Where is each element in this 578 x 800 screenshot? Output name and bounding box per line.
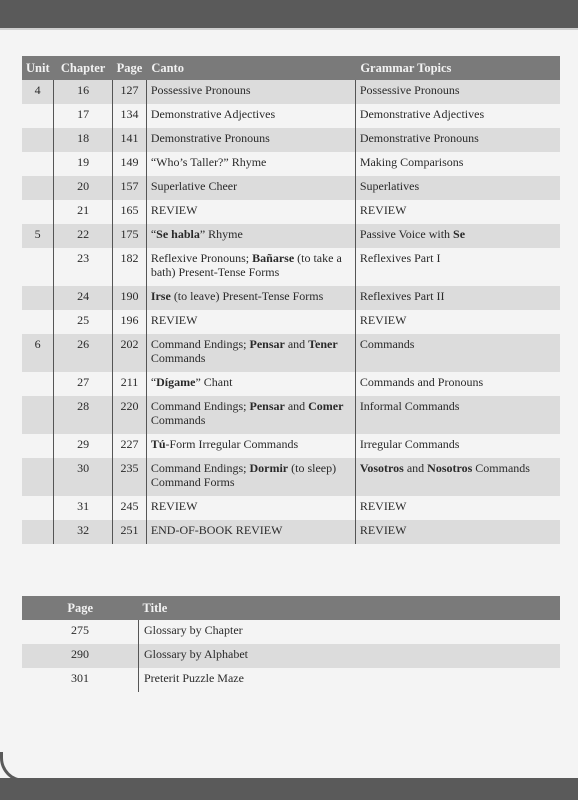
appendix-header-title: Title — [139, 596, 561, 620]
contents-row — [22, 434, 560, 458]
appendix-title-cell: Preterit Puzzle Maze — [139, 668, 561, 692]
grammar-topic-cell: Passive Voice with Se — [355, 224, 560, 248]
chapter-cell: 30 — [54, 458, 113, 496]
contents-body — [22, 80, 560, 544]
top-divider — [0, 28, 578, 30]
canto-cell: Command Endings; Pensar and Tener Commands — [146, 334, 355, 372]
grammar-topic-cell: Irregular Commands — [355, 434, 560, 458]
grammar-topic-cell: Commands — [355, 334, 560, 372]
canto-cell: REVIEW — [146, 310, 355, 334]
header-canto: Canto — [146, 56, 355, 80]
appendix-page-cell: 301 — [22, 668, 139, 692]
canto-cell: Irse (to leave) Present-Tense Forms — [146, 286, 355, 310]
contents-row — [22, 396, 560, 434]
grammar-topic-cell: Possessive Pronouns — [355, 80, 560, 104]
page-cell: 134 — [113, 104, 147, 128]
unit-cell — [22, 520, 54, 544]
canto-cell: Reflexive Pronouns; Bañarse (to take a bath) Present-Tense Forms — [146, 248, 355, 286]
unit-cell — [22, 372, 54, 396]
grammar-topic-cell: Informal Commands — [355, 396, 560, 434]
page-cell: 149 — [113, 152, 147, 176]
page-cell: 190 — [113, 286, 147, 310]
appendix-body — [22, 620, 560, 692]
page-cell: 141 — [113, 128, 147, 152]
unit-cell: 5 — [22, 224, 54, 248]
chapter-cell: 20 — [54, 176, 113, 200]
canto-cell: “Dígame” Chant — [146, 372, 355, 396]
unit-cell — [22, 248, 54, 286]
canto-cell: REVIEW — [146, 496, 355, 520]
grammar-topic-cell: Reflexives Part I — [355, 248, 560, 286]
chapter-cell: 18 — [54, 128, 113, 152]
canto-cell: Demonstrative Pronouns — [146, 128, 355, 152]
appendix-row — [22, 644, 560, 668]
unit-cell — [22, 396, 54, 434]
chapter-cell: 26 — [54, 334, 113, 372]
unit-cell: 4 — [22, 80, 54, 104]
grammar-topic-cell: Commands and Pronouns — [355, 372, 560, 396]
chapter-cell: 19 — [54, 152, 113, 176]
grammar-topic-cell: REVIEW — [355, 310, 560, 334]
chapter-cell: 16 — [54, 80, 113, 104]
grammar-topic-cell: REVIEW — [355, 520, 560, 544]
grammar-topic-cell: Vosotros and Nosotros Commands — [355, 458, 560, 496]
page-cell: 127 — [113, 80, 147, 104]
appendix-title-cell: Glossary by Alphabet — [139, 644, 561, 668]
page-cell: 165 — [113, 200, 147, 224]
appendix-header-row — [22, 596, 560, 620]
canto-cell: Command Endings; Pensar and Comer Commands — [146, 396, 355, 434]
contents-row — [22, 200, 560, 224]
unit-cell — [22, 152, 54, 176]
contents-row — [22, 80, 560, 104]
contents-table — [22, 56, 560, 544]
page-cell: 245 — [113, 496, 147, 520]
unit-cell — [22, 458, 54, 496]
chapter-cell: 27 — [54, 372, 113, 396]
contents-row — [22, 334, 560, 372]
grammar-topic-cell: Demonstrative Pronouns — [355, 128, 560, 152]
grammar-topic-cell: REVIEW — [355, 200, 560, 224]
unit-cell — [22, 310, 54, 334]
header-grammar-topics: Grammar Topics — [355, 56, 560, 80]
contents-row — [22, 520, 560, 544]
contents-row — [22, 248, 560, 286]
unit-cell — [22, 128, 54, 152]
header-unit: Unit — [22, 56, 54, 80]
grammar-topic-cell: Reflexives Part II — [355, 286, 560, 310]
unit-cell — [22, 286, 54, 310]
canto-cell: REVIEW — [146, 200, 355, 224]
canto-cell: Tú-Form Irregular Commands — [146, 434, 355, 458]
page-cell: 157 — [113, 176, 147, 200]
page-cell: 227 — [113, 434, 147, 458]
unit-cell — [22, 104, 54, 128]
canto-cell: Command Endings; Dormir (to sleep) Command Forms — [146, 458, 355, 496]
unit-cell: 6 — [22, 334, 54, 372]
chapter-cell: 22 — [54, 224, 113, 248]
canto-cell: END-OF-BOOK REVIEW — [146, 520, 355, 544]
appendix-page-cell: 275 — [22, 620, 139, 644]
page-cell: 202 — [113, 334, 147, 372]
unit-cell — [22, 200, 54, 224]
canto-cell: “Se habla” Rhyme — [146, 224, 355, 248]
chapter-cell: 31 — [54, 496, 113, 520]
canto-cell: Superlative Cheer — [146, 176, 355, 200]
contents-row — [22, 496, 560, 520]
unit-cell — [22, 496, 54, 520]
page-cell: 175 — [113, 224, 147, 248]
canto-cell: Possessive Pronouns — [146, 80, 355, 104]
contents-row — [22, 458, 560, 496]
chapter-cell: 21 — [54, 200, 113, 224]
canto-cell: “Who’s Taller?” Rhyme — [146, 152, 355, 176]
chapter-cell: 28 — [54, 396, 113, 434]
page-cell: 251 — [113, 520, 147, 544]
bottom-banner — [0, 778, 578, 800]
page-cell: 182 — [113, 248, 147, 286]
canto-cell: Demonstrative Adjectives — [146, 104, 355, 128]
page-cell: 220 — [113, 396, 147, 434]
chapter-cell: 17 — [54, 104, 113, 128]
contents-row — [22, 104, 560, 128]
appendix-row — [22, 620, 560, 644]
contents-row — [22, 176, 560, 200]
appendix-title-cell: Glossary by Chapter — [139, 620, 561, 644]
chapter-cell: 23 — [54, 248, 113, 286]
header-chapter: Chapter — [54, 56, 113, 80]
chapter-cell: 29 — [54, 434, 113, 458]
appendix-header-page: Page — [22, 596, 139, 620]
grammar-topic-cell: Making Comparisons — [355, 152, 560, 176]
grammar-topic-cell: Superlatives — [355, 176, 560, 200]
grammar-topic-cell: Demonstrative Adjectives — [355, 104, 560, 128]
contents-row — [22, 128, 560, 152]
page-cell: 211 — [113, 372, 147, 396]
appendix-table — [22, 596, 560, 692]
chapter-cell: 24 — [54, 286, 113, 310]
contents-row — [22, 152, 560, 176]
page-cell: 235 — [113, 458, 147, 496]
contents-row — [22, 286, 560, 310]
grammar-topic-cell: REVIEW — [355, 496, 560, 520]
header-page: Page — [113, 56, 147, 80]
unit-cell — [22, 434, 54, 458]
contents-row — [22, 372, 560, 396]
contents-row — [22, 224, 560, 248]
contents-row — [22, 310, 560, 334]
chapter-cell: 32 — [54, 520, 113, 544]
contents-header-row — [22, 56, 560, 80]
appendix-row — [22, 668, 560, 692]
appendix-page-cell: 290 — [22, 644, 139, 668]
unit-cell — [22, 176, 54, 200]
page-cell: 196 — [113, 310, 147, 334]
top-banner — [0, 0, 578, 28]
chapter-cell: 25 — [54, 310, 113, 334]
